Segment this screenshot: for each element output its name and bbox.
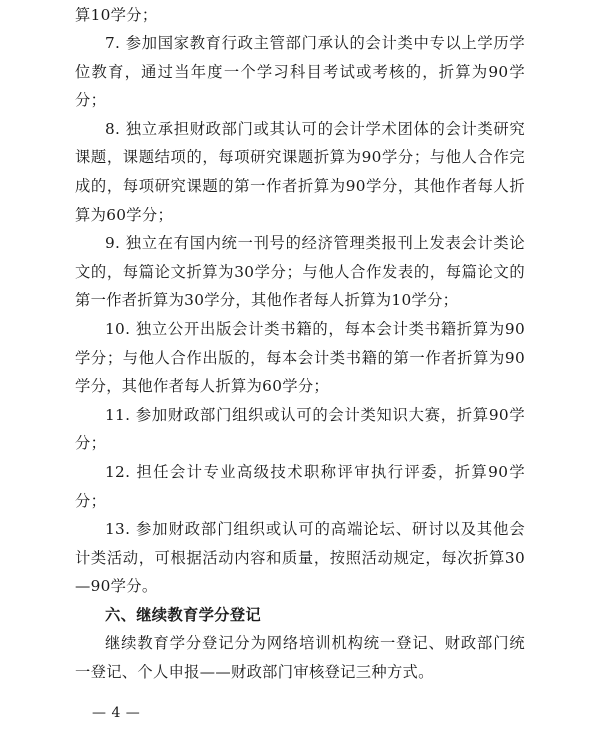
list-item-11: 11. 参加财政部门组织或认可的会计类知识大赛，折算90学分；: [75, 405, 525, 453]
list-item-12: 12. 担任会计专业高级技术职称评审执行评委，折算90学分；: [75, 462, 525, 510]
list-item-8: 8. 独立承担财政部门或其认可的会计学术团体的会计类研究课题，课题结项的，每项研究课题折算为90学分；与他人合作完成的，每项研究课题的第一作者折算为90学分，其他作者每人折算为60学分；: [75, 119, 525, 224]
list-item-13: 13. 参加财政部门组织或认可的高端论坛、研讨以及其他会计类活动，可根据活动内容和质量，按照活动规定，每次折算30—90学分。: [75, 520, 525, 596]
list-item-9: 9. 独立在有国内统一刊号的经济管理类报刊上发表会计类论文的，每篇论文折算为30学分；与他人合作发表的，每篇论文的第一作者折算为30学分，其他作者每人折算为10学分；: [75, 234, 525, 310]
page-number: — 4 —: [92, 705, 141, 721]
document-body: [75, 29, 525, 687]
continuation-line: 算10学分；: [75, 6, 158, 24]
section-heading: 六、继续教育学分登记: [105, 605, 261, 624]
list-item-7: 7. 参加国家教育行政主管部门承认的会计类中专以上学历学位教育，通过当年度一个学习科目考试或考核的，折算为90学分；: [75, 34, 525, 110]
list-item-10: 10. 独立公开出版会计类书籍的，每本会计类书籍折算为90学分；与他人合作出版的，每本会计类书籍的第一作者折算为90学分，其他作者每人折算为60学分；: [75, 319, 525, 396]
section-paragraph: 继续教育学分登记分为网络培训机构统一登记、财政部门统一登记、个人申报——财政部门审核登记三种方式。: [75, 634, 525, 682]
